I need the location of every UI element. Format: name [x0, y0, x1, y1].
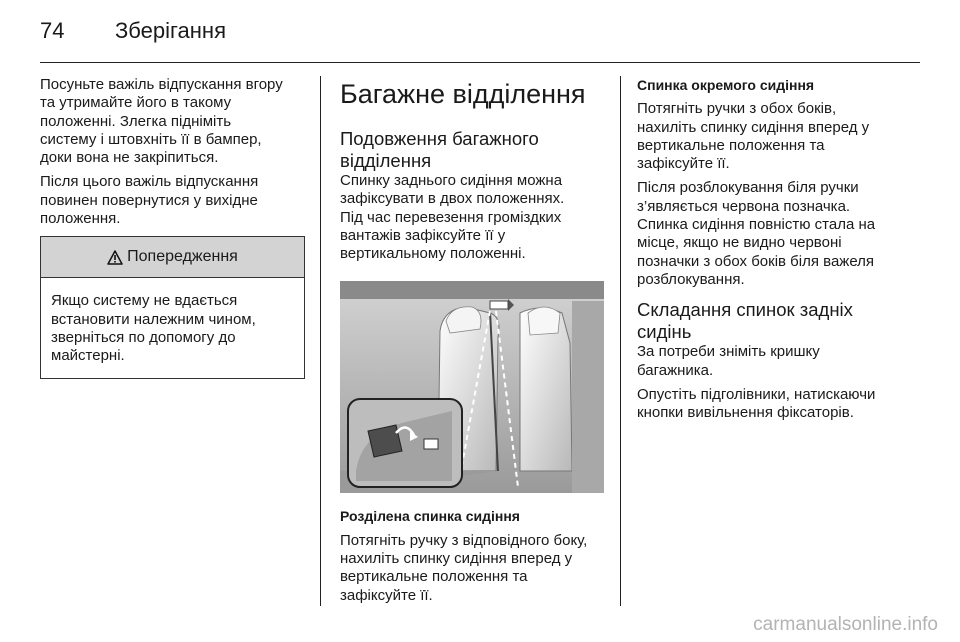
warning-title: Попередження — [127, 248, 238, 266]
paragraph: Опустіть підголівники, натискаючи кнопки вивільнення фіксаторів. — [637, 385, 876, 422]
subheading: Подовження багажного відділення — [340, 128, 539, 171]
watermark: carmanualsonline.info — [753, 614, 938, 635]
caption: Спинка окремого сидіння — [637, 77, 815, 93]
section-title: Зберігання — [115, 18, 226, 43]
paragraph: Після цього важіль відпускання повинен повернутися у вихідне положення. — [40, 173, 259, 228]
warning-text: Якщо систему не вдається встановити належним чином, зверніться по допомогу до майстерні. — [51, 292, 256, 365]
chapter-heading: Багажне відділення — [340, 79, 586, 109]
column-left — [40, 76, 305, 379]
column-middle — [340, 76, 610, 611]
column-divider — [620, 76, 621, 606]
seat-illustration — [340, 281, 604, 493]
paragraph: Посуньте важіль відпускання вгору та утримайте його в такому положенні. Злегка підніміть систему і штовхніть її в бампер, доки вона не закріпиться. — [40, 76, 283, 167]
column-right — [637, 76, 922, 428]
paragraph: Потягніть ручку з відповідного боку, нахиліть спинку сидіння вперед у вертикальне положення та зафіксуйте її. — [340, 531, 588, 604]
subheading: Складання спинок задніх сидінь — [637, 299, 853, 343]
paragraph: За потреби зніміть кришку багажника. — [637, 343, 820, 379]
page-number: 74 — [40, 18, 65, 43]
figure-caption: Розділена спинка сидіння — [340, 508, 520, 525]
paragraph: Потягніть ручки з обох боків, нахиліть спинку сидіння вперед у вертикальне положення та зафіксуйте її. — [637, 100, 870, 173]
warning-header — [41, 237, 304, 278]
header-rule — [40, 62, 920, 63]
warning-icon — [107, 250, 123, 265]
paragraph: Спинку заднього сидіння можна зафіксувати в двох положеннях. Під час перевезення громіздких вантажів зафіксуйте її у вертикальному положенні. — [340, 172, 565, 263]
warning-box — [40, 236, 305, 378]
rear-seat-figure — [340, 281, 604, 493]
column-divider — [320, 76, 321, 606]
paragraph: Після розблокування біля ручки з’являється червона позначка. Спинка сидіння повністю стала на місце, якщо не видно червоні позначки з обох боків біля важеля розблокування. — [637, 179, 876, 288]
